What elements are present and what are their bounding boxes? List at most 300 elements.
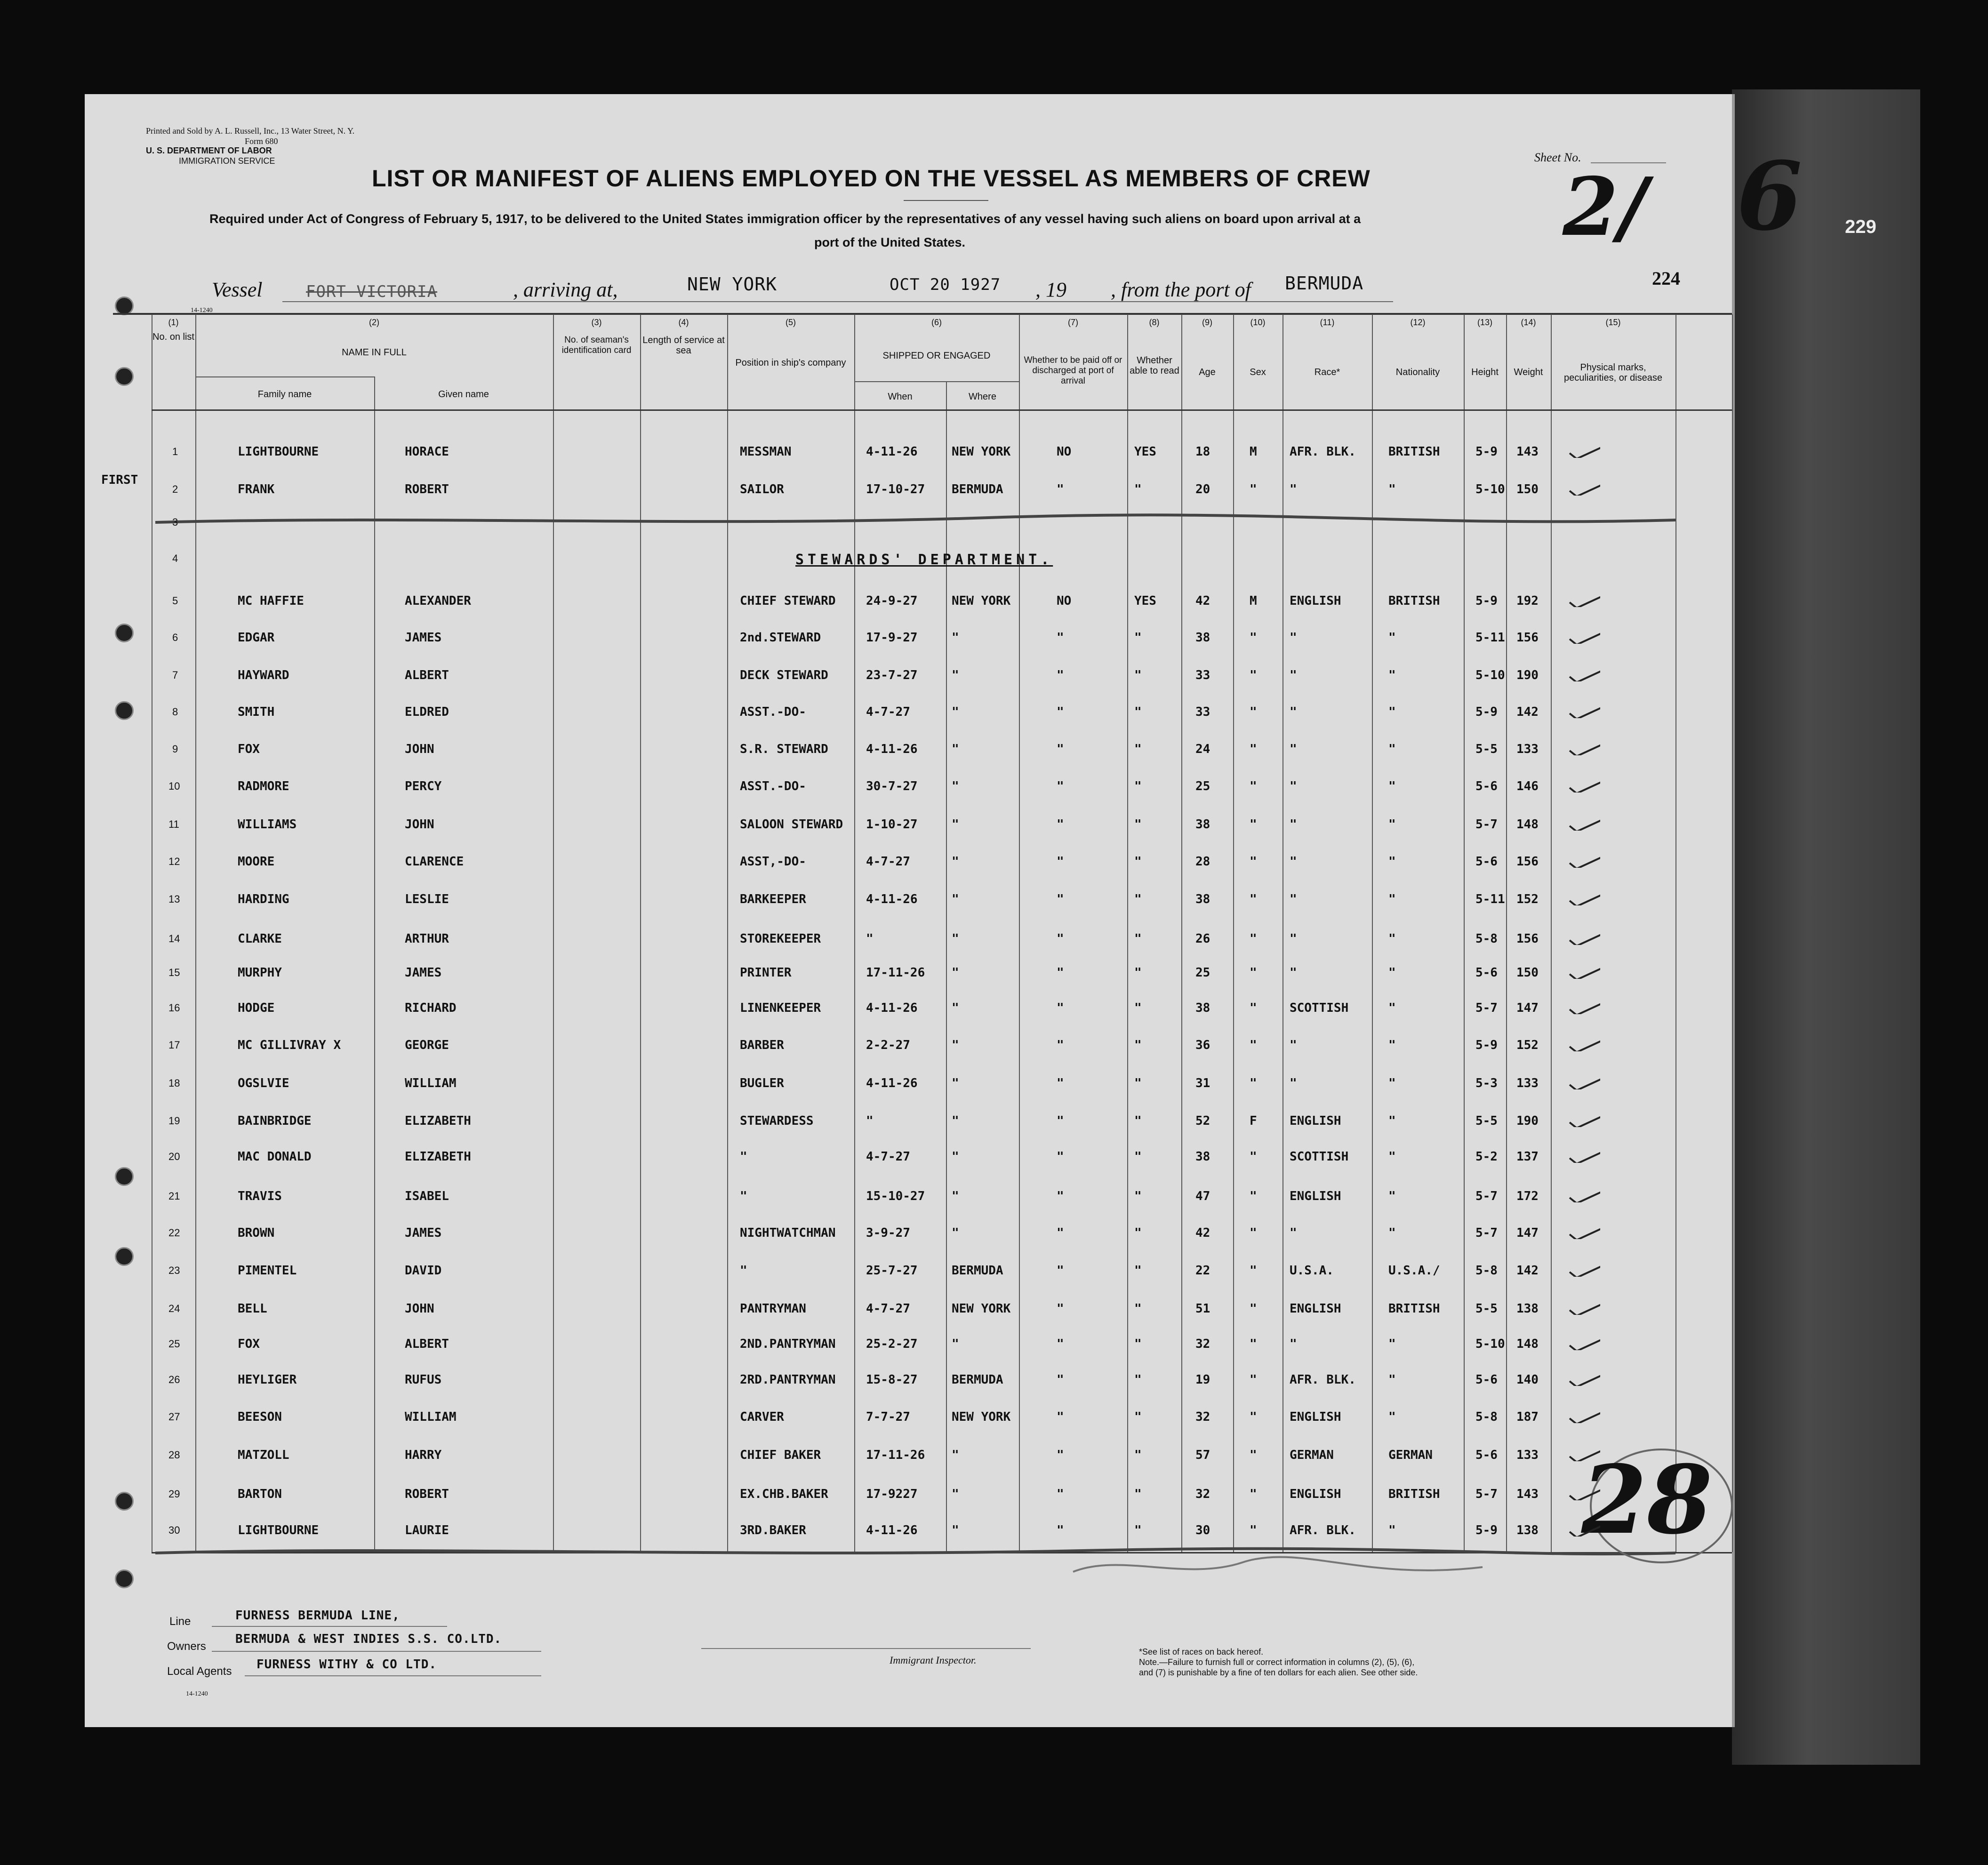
cell-sex: ": [1250, 855, 1257, 869]
cell-position: 3RD.BAKER: [740, 1523, 806, 1537]
cell-race: ": [1290, 966, 1297, 980]
pencil-tick-stroke: [508, 792, 537, 808]
cell-family: OGSLVIE: [238, 1076, 289, 1090]
cell-weight: 138: [1516, 1302, 1539, 1316]
pencil-tick-icon: [504, 1086, 537, 1105]
cell-race: ENGLISH: [1290, 1114, 1341, 1128]
row-number: 16: [168, 1002, 180, 1014]
row-number: 1: [172, 446, 178, 457]
cell-height: 5-7: [1475, 1487, 1498, 1501]
cell-given: ARTHUR: [405, 932, 449, 946]
cell-paid: ": [1057, 705, 1064, 719]
cell-family: LIGHTBOURNE: [238, 445, 319, 459]
row-number: 19: [168, 1115, 180, 1127]
row-number: 13: [168, 893, 180, 905]
col-num-7: (7): [1068, 318, 1078, 327]
cell-nat: ": [1388, 668, 1396, 682]
cell-family: BELL: [238, 1302, 267, 1316]
cell-height: 5-9: [1475, 1523, 1498, 1537]
col-num-15: (15): [1605, 318, 1621, 327]
cell-where: ": [952, 742, 959, 756]
col-num-13: (13): [1477, 318, 1492, 327]
cell-given: JOHN: [405, 742, 434, 756]
cell-sex: ": [1250, 1264, 1257, 1278]
check-mark-icon: [1567, 887, 1600, 905]
cell-where: ": [952, 1226, 959, 1240]
check-mark-stroke: [1570, 1150, 1600, 1163]
row-number: 20: [168, 1151, 180, 1162]
cell-when: 4-7-27: [866, 855, 910, 869]
check-mark-stroke: [1570, 1001, 1600, 1014]
pencil-tick-stroke: [508, 1422, 537, 1439]
check-mark-stroke: [1570, 1076, 1600, 1089]
pencil-tick-icon: [504, 789, 537, 808]
cell-when: 4-7-27: [866, 1150, 910, 1164]
col-head-position: Position in ship's company: [735, 358, 846, 368]
cell-race: ENGLISH: [1290, 1487, 1341, 1501]
cell-position: 2ND.PANTRYMAN: [740, 1337, 836, 1351]
col-head-nationality: Nationality: [1395, 367, 1440, 377]
pencil-tick-icon: [504, 937, 537, 956]
cell-position: STEWARDESS: [740, 1114, 814, 1128]
pencil-tick-stroke: [508, 1238, 537, 1254]
cell-where: NEW YORK: [952, 594, 1011, 608]
cell-age: 26: [1195, 932, 1210, 946]
pencil-tick-stroke: [508, 1050, 537, 1067]
check-mark-icon: [1567, 1108, 1600, 1127]
cell-sex: ": [1250, 742, 1257, 756]
cell-family: TRAVIS: [238, 1189, 282, 1203]
cell-height: 5-7: [1475, 1189, 1498, 1203]
cell-position: S.R. STEWARD: [740, 742, 828, 756]
pencil-tick-stroke: [508, 716, 537, 733]
cell-when: 4-7-27: [866, 705, 910, 719]
cell-read: ": [1134, 932, 1142, 946]
cell-sex: ": [1250, 779, 1257, 793]
cell-race: ": [1290, 817, 1297, 832]
cell-sex: ": [1250, 482, 1257, 496]
pencil-tick-icon: [504, 1459, 537, 1478]
pencil-tick-icon: [504, 1420, 537, 1439]
cell-height: 5-11: [1475, 631, 1505, 645]
cell-age: 30: [1195, 1523, 1210, 1537]
cell-paid: ": [1057, 482, 1064, 496]
check-mark-icon: [1567, 849, 1600, 868]
cell-weight: 150: [1516, 966, 1539, 980]
cell-age: 22: [1195, 1264, 1210, 1278]
check-mark-icon: [1567, 1033, 1600, 1051]
cell-when: 15-10-27: [866, 1189, 925, 1203]
cell-age: 51: [1195, 1302, 1210, 1316]
cell-position: BARKEEPER: [740, 892, 806, 906]
cell-age: 25: [1195, 779, 1210, 793]
cell-where: ": [952, 932, 959, 946]
row-number: 7: [172, 669, 178, 681]
arriving-label: , arriving at,: [513, 278, 618, 301]
col-head-family: Family name: [257, 389, 312, 400]
owners-label: Owners: [167, 1640, 206, 1653]
cell-nat: ": [1388, 705, 1396, 719]
cell-nat: ": [1388, 1523, 1396, 1537]
check-mark-stroke: [1570, 855, 1600, 868]
check-mark-icon: [1567, 736, 1600, 755]
cell-family: MOORE: [238, 855, 275, 869]
cell-family: FOX: [238, 1337, 260, 1351]
row-number: 14: [168, 933, 180, 945]
owners-underline: [212, 1651, 541, 1652]
cell-paid: ": [1057, 817, 1064, 832]
pencil-tick-icon: [504, 1345, 537, 1363]
cell-read: ": [1134, 1189, 1142, 1203]
cell-nat: ": [1388, 892, 1396, 906]
pencil-tick-icon: [504, 1121, 537, 1140]
pencil-tick-icon: [504, 973, 537, 992]
cell-position: DECK STEWARD: [740, 668, 828, 682]
col-head-shipped: SHIPPED OR ENGAGED: [882, 351, 991, 361]
pencil-tick-stroke: [508, 1276, 537, 1292]
check-mark-icon: [1567, 439, 1600, 458]
cell-where: BERMUDA: [952, 1373, 1003, 1387]
page-title: LIST OR MANIFEST OF ALIENS EMPLOYED ON THE VESSEL AS MEMBERS OF CREW: [372, 165, 1371, 192]
cell-when: ": [866, 932, 874, 946]
check-mark-stroke: [1570, 1487, 1600, 1500]
pencil-tick-icon: [504, 640, 537, 659]
printer-form: Form 680: [245, 136, 278, 146]
pencil-tick-stroke: [508, 906, 537, 922]
cell-when: 3-9-27: [866, 1226, 910, 1240]
cell-when: 2-2-27: [866, 1038, 910, 1052]
cell-height: 5-9: [1475, 705, 1498, 719]
row-number: 23: [168, 1265, 180, 1276]
cell-where: ": [952, 1448, 959, 1462]
row-number: 27: [168, 1411, 180, 1423]
cell-where: ": [952, 705, 959, 719]
cell-race: ": [1290, 1337, 1297, 1351]
cell-given: RUFUS: [405, 1373, 442, 1387]
cell-given: ALBERT: [405, 1337, 449, 1351]
cell-when: 30-7-27: [866, 779, 918, 793]
cell-age: 38: [1195, 631, 1210, 645]
cell-when: 24-9-27: [866, 594, 918, 608]
agents-value: FURNESS WITHY & CO LTD.: [257, 1657, 437, 1672]
cell-where: ": [952, 892, 959, 906]
cell-given: ELIZABETH: [405, 1114, 471, 1128]
cell-read: ": [1134, 1114, 1142, 1128]
row-number: 21: [168, 1190, 180, 1202]
check-mark-icon: [1567, 1404, 1600, 1423]
cell-when: 4-11-26: [866, 1076, 918, 1090]
cell-read: ": [1134, 1264, 1142, 1278]
col-num-9: (9): [1202, 318, 1212, 327]
cell-where: ": [952, 1076, 959, 1090]
cell-race: ": [1290, 1038, 1297, 1052]
cell-weight: 138: [1516, 1523, 1539, 1537]
cell-where: BERMUDA: [952, 1264, 1003, 1278]
subtitle-line-1: Required under Act of Congress of February 5, 1917, to be delivered to the United States immigration officer by the representatives of any vessel having such aliens on board upon arrival at a: [209, 212, 1361, 226]
cell-where: ": [952, 1189, 959, 1203]
col-num-1: (1): [168, 318, 179, 327]
cell-height: 5-2: [1475, 1150, 1498, 1164]
cell-given: WILLIAM: [405, 1076, 457, 1090]
cell-family: LIGHTBOURNE: [238, 1523, 319, 1537]
cell-paid: ": [1057, 1076, 1064, 1090]
cell-read: ": [1134, 1001, 1142, 1015]
cell-given: ELDRED: [405, 705, 449, 719]
sheet-no-label: Sheet No.: [1534, 151, 1581, 164]
cell-position: CARVER: [740, 1410, 784, 1424]
cell-when: 25-7-27: [866, 1264, 918, 1278]
cell-weight: 156: [1516, 932, 1539, 946]
cell-position: 2RD.PANTRYMAN: [740, 1373, 836, 1387]
pencil-tick-icon: [504, 826, 537, 845]
cell-given: ALBERT: [405, 668, 449, 682]
handwritten-tally: 28: [1581, 1445, 1713, 1555]
cell-where: ": [952, 1487, 959, 1501]
inspector-label: Immigrant Inspector.: [890, 1654, 977, 1666]
cell-given: JAMES: [405, 631, 442, 645]
pencil-tick-icon: [504, 566, 537, 584]
check-mark-icon: [1567, 477, 1600, 496]
cell-weight: 148: [1516, 817, 1539, 832]
cell-age: 31: [1195, 1076, 1210, 1090]
col-num-14: (14): [1521, 318, 1536, 327]
cell-height: 5-7: [1475, 817, 1498, 832]
cell-when: 17-11-26: [866, 966, 925, 980]
row-number: 15: [168, 967, 180, 978]
cell-when: 23-7-27: [866, 668, 918, 682]
handwritten-six: 6: [1737, 141, 1803, 252]
cell-sex: ": [1250, 1448, 1257, 1462]
cell-height: 5-10: [1475, 1337, 1505, 1351]
cell-sex: ": [1250, 1038, 1257, 1052]
cell-paid: ": [1057, 631, 1064, 645]
cell-paid: ": [1057, 1264, 1064, 1278]
cell-race: AFR. BLK.: [1290, 1523, 1356, 1537]
cell-weight: 133: [1516, 1076, 1539, 1090]
cell-where: ": [952, 1038, 959, 1052]
cell-age: 25: [1195, 966, 1210, 980]
cell-sex: ": [1250, 1373, 1257, 1387]
col-head-name: NAME IN FULL: [342, 347, 407, 358]
from-port-label: , from the port of: [1111, 278, 1251, 301]
page-number: 224: [1652, 268, 1680, 289]
cell-family: MC GILLIVRAY X: [238, 1038, 341, 1052]
cell-read: ": [1134, 1373, 1142, 1387]
col-head-no: No. on list: [152, 332, 194, 342]
pencil-tick-stroke: [508, 1347, 537, 1363]
row-number: 11: [168, 818, 179, 830]
cell-age: 42: [1195, 594, 1210, 608]
vessel-label: Vessel: [212, 278, 263, 301]
check-mark-icon: [1567, 1481, 1600, 1500]
cell-weight: 187: [1516, 1410, 1539, 1424]
check-mark-stroke: [1570, 966, 1600, 979]
cell-position: ": [740, 1189, 747, 1203]
cell-sex: ": [1250, 1001, 1257, 1015]
cell-weight: 172: [1516, 1189, 1539, 1203]
pencil-tick-icon: [504, 454, 537, 473]
pencil-tick-stroke: [508, 419, 537, 435]
cell-position: CHIEF BAKER: [740, 1448, 821, 1462]
cell-weight: 147: [1516, 1226, 1539, 1240]
cell-sex: ": [1250, 1226, 1257, 1240]
check-mark-icon: [1567, 1331, 1600, 1350]
col-num-4: (4): [678, 318, 689, 327]
check-mark-stroke: [1570, 1448, 1600, 1461]
cell-when: 4-11-26: [866, 1523, 918, 1537]
row-number: 22: [168, 1227, 180, 1239]
check-mark-stroke: [1570, 1189, 1600, 1202]
cell-given: ROBERT: [405, 1487, 449, 1501]
cell-weight: 146: [1516, 779, 1539, 793]
row-number: 4: [172, 552, 178, 564]
cell-position: SALOON STEWARD: [740, 817, 843, 832]
col-num-12: (12): [1410, 318, 1426, 327]
cell-read: ": [1134, 1337, 1142, 1351]
col-head-when: When: [888, 392, 913, 402]
check-mark-icon: [1567, 1184, 1600, 1202]
cell-sex: ": [1250, 1487, 1257, 1501]
cell-height: 5-7: [1475, 1226, 1498, 1240]
col-num-3: (3): [591, 318, 602, 327]
check-mark-stroke: [1570, 932, 1600, 945]
col-num-2: (2): [369, 318, 379, 327]
cell-family: HARDING: [238, 892, 289, 906]
cell-family: MAC DONALD: [238, 1150, 312, 1164]
cell-paid: ": [1057, 1487, 1064, 1501]
pencil-tick-icon: [504, 1273, 537, 1292]
cell-given: ROBERT: [405, 482, 449, 496]
pencil-tick-stroke: [508, 568, 537, 584]
cell-position: ASST.-DO-: [740, 779, 806, 793]
cell-paid: ": [1057, 1189, 1064, 1203]
cell-position: SAILOR: [740, 482, 784, 496]
check-mark-stroke: [1570, 779, 1600, 792]
row-cancel-stroke: [155, 515, 1675, 522]
cell-family: MURPHY: [238, 966, 282, 980]
cell-nat: ": [1388, 966, 1396, 980]
cell-nat: GERMAN: [1388, 1448, 1433, 1462]
cell-paid: ": [1057, 1523, 1064, 1537]
cell-nat: ": [1388, 1150, 1396, 1164]
cell-given: JOHN: [405, 817, 434, 832]
cell-given: GEORGE: [405, 1038, 449, 1052]
cell-when: 4-11-26: [866, 1001, 918, 1015]
check-mark-icon: [1567, 1144, 1600, 1163]
cell-weight: 152: [1516, 1038, 1539, 1052]
cell-where: ": [952, 668, 959, 682]
cell-nat: ": [1388, 742, 1396, 756]
cell-race: ": [1290, 705, 1297, 719]
cell-family: MATZOLL: [238, 1448, 289, 1462]
cell-paid: ": [1057, 668, 1064, 682]
cell-age: 20: [1195, 482, 1210, 496]
cell-height: 5-9: [1475, 1038, 1498, 1052]
check-mark-stroke: [1570, 1410, 1600, 1423]
cell-family: HEYLIGER: [238, 1373, 297, 1387]
cell-nat: BRITISH: [1388, 1487, 1440, 1501]
check-mark-stroke: [1570, 892, 1600, 905]
check-mark-stroke: [1570, 817, 1600, 831]
footnote-races: *See list of races on back hereof.: [1139, 1647, 1264, 1657]
cell-where: NEW YORK: [952, 1410, 1011, 1424]
check-mark-icon: [1567, 588, 1600, 607]
cell-position: LINENKEEPER: [740, 1001, 821, 1015]
arrival-date: OCT 20 1927: [890, 275, 1001, 294]
pencil-tick-icon: [504, 602, 537, 621]
cell-paid: ": [1057, 1337, 1064, 1351]
cell-race: AFR. BLK.: [1290, 445, 1356, 459]
cell-given: RICHARD: [405, 1001, 457, 1015]
cell-nat: BRITISH: [1388, 594, 1440, 608]
check-mark-icon: [1567, 1220, 1600, 1239]
cell-given: HARRY: [405, 1448, 442, 1462]
cell-position: BARBER: [740, 1038, 784, 1052]
cell-age: 32: [1195, 1337, 1210, 1351]
col-num-5: (5): [786, 318, 796, 327]
cell-weight: 190: [1516, 1114, 1539, 1128]
cell-given: WILLIAM: [405, 1410, 457, 1424]
cell-nat: ": [1388, 1114, 1396, 1128]
cell-nat: U.S.A./: [1388, 1264, 1440, 1278]
col-head-paid-off: Whether to be paid off or discharged at port of arrival: [1024, 355, 1122, 386]
cell-read: ": [1134, 855, 1142, 869]
cell-age: 38: [1195, 1150, 1210, 1164]
printer-line: Printed and Sold by A. L. Russell, Inc., 13 Water Street, N. Y.: [146, 126, 355, 136]
cell-paid: ": [1057, 1302, 1064, 1316]
row-number: 30: [168, 1524, 180, 1536]
pencil-tick-stroke: [508, 829, 537, 845]
cell-paid: ": [1057, 1448, 1064, 1462]
col-head-given: Given name: [438, 389, 489, 400]
cell-race: ENGLISH: [1290, 1189, 1341, 1203]
cell-paid: ": [1057, 779, 1064, 793]
cell-sex: M: [1250, 594, 1257, 608]
check-mark-icon: [1567, 812, 1600, 831]
cell-where: ": [952, 817, 959, 832]
cell-where: NEW YORK: [952, 445, 1011, 459]
cell-nat: ": [1388, 779, 1396, 793]
pencil-tick-icon: [504, 1382, 537, 1401]
cell-given: ALEXANDER: [405, 594, 471, 608]
row-number: 8: [172, 706, 178, 718]
cell-family: BEESON: [238, 1410, 282, 1424]
cell-nat: ": [1388, 482, 1396, 496]
cell-paid: ": [1057, 892, 1064, 906]
check-mark-icon: [1567, 1296, 1600, 1315]
cell-read: ": [1134, 1487, 1142, 1501]
cell-nat: ": [1388, 855, 1396, 869]
cell-race: ": [1290, 855, 1297, 869]
check-mark-icon: [1567, 663, 1600, 681]
pencil-tick-stroke: [508, 1088, 537, 1105]
cell-nat: ": [1388, 1001, 1396, 1015]
cell-age: 47: [1195, 1189, 1210, 1203]
cell-paid: ": [1057, 742, 1064, 756]
pencil-tick-stroke: [508, 940, 537, 956]
col-head-physical: Physical marks, peculiarities, or disease: [1564, 362, 1662, 383]
handwritten-page: 2/: [1563, 160, 1648, 254]
cell-position: PRINTER: [740, 966, 792, 980]
cell-read: ": [1134, 668, 1142, 682]
cell-read: ": [1134, 1410, 1142, 1424]
subtitle-line-2: port of the United States.: [814, 235, 966, 249]
pencil-tick-icon: [504, 1309, 537, 1328]
cell-age: 38: [1195, 817, 1210, 832]
pencil-tick-stroke: [508, 1012, 537, 1029]
cell-race: ": [1290, 892, 1297, 906]
cell-when: ": [866, 1114, 874, 1128]
